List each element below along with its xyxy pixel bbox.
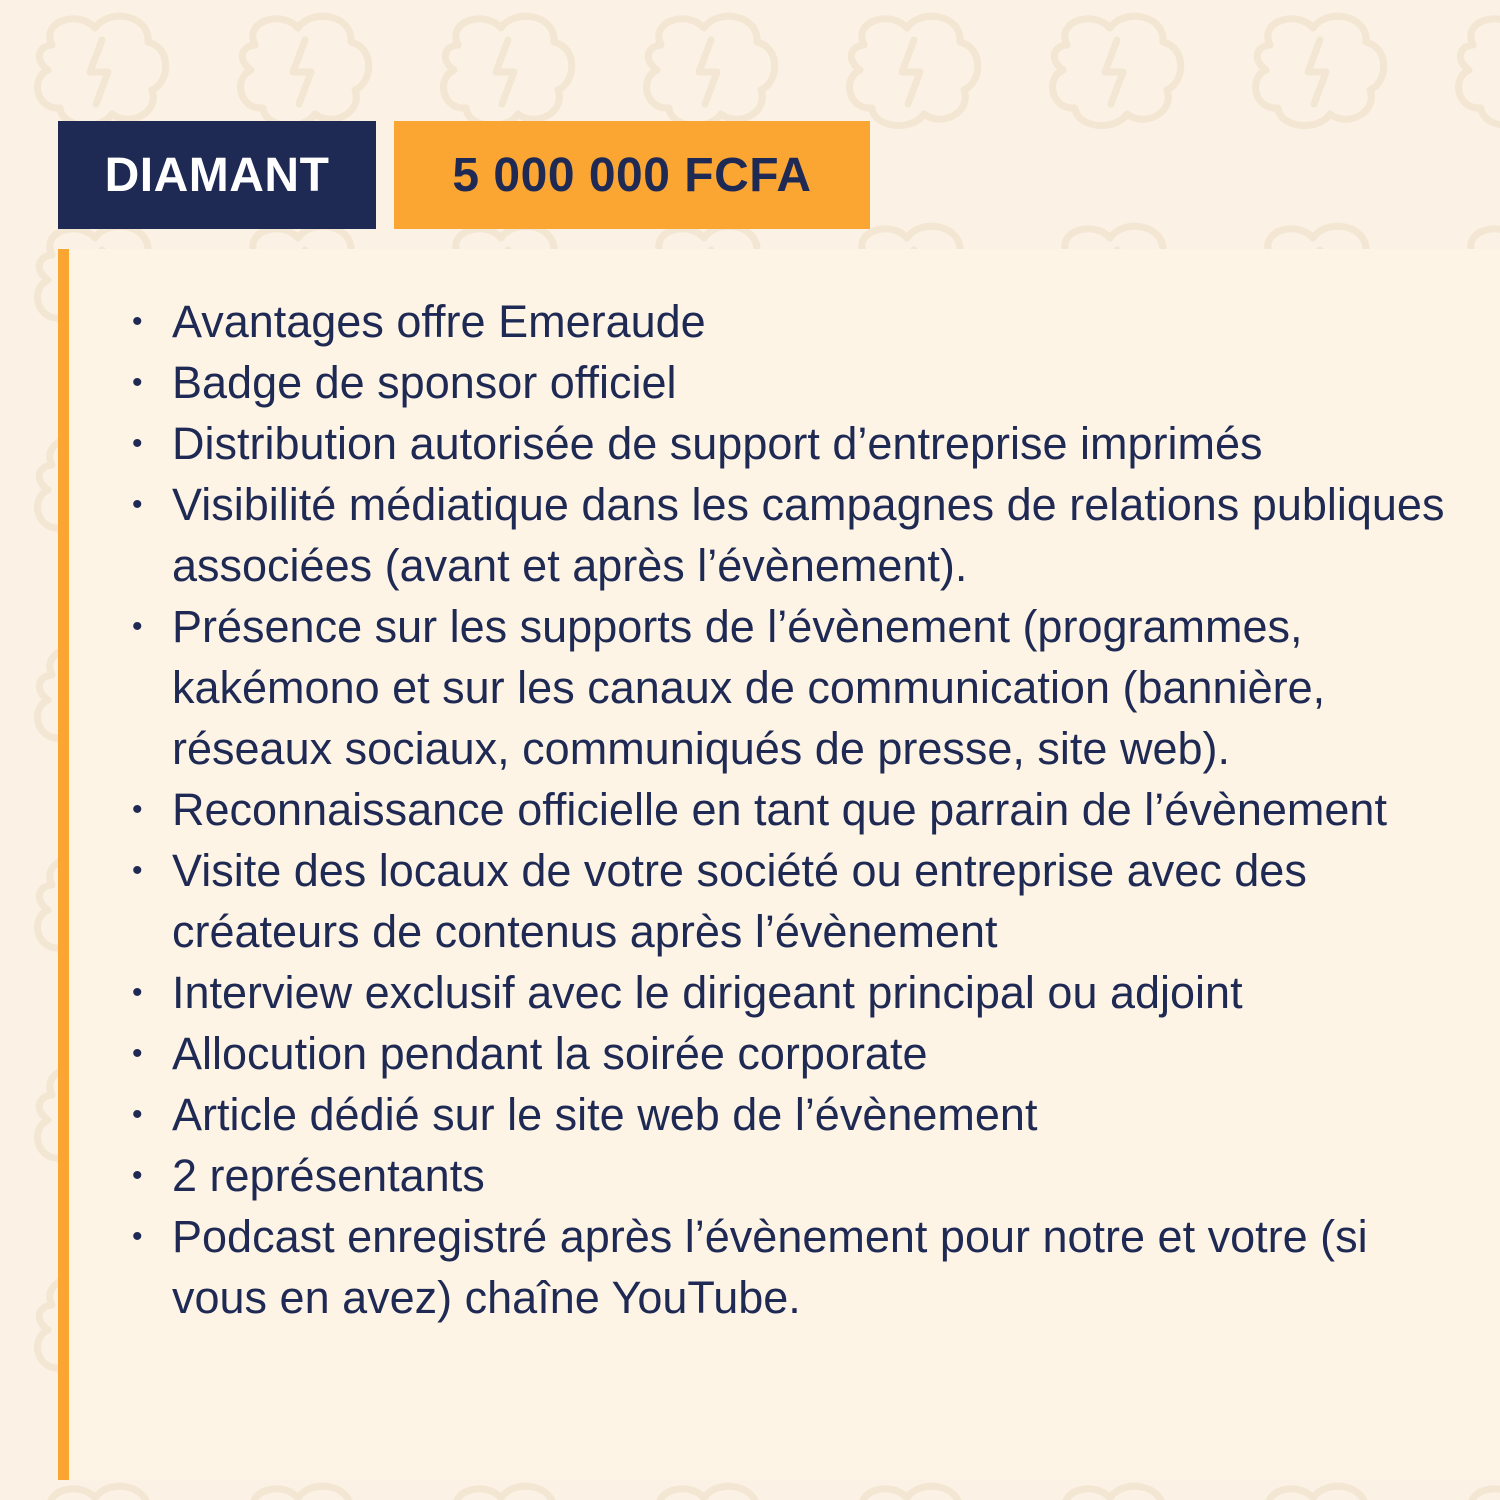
- benefit-text: Visite des locaux de votre société ou entreprise avec des créateurs de contenus après l’évènement: [172, 845, 1307, 957]
- benefit-text: Reconnaissance officielle en tant que parrain de l’évènement: [172, 784, 1387, 835]
- bullet-icon: •: [132, 1159, 143, 1192]
- bullet-icon: •: [132, 1098, 143, 1131]
- bullet-icon: •: [132, 976, 143, 1009]
- tier-name-badge: DIAMANT: [58, 121, 376, 229]
- list-item: [132, 840, 1500, 962]
- bullet-icon: •: [132, 488, 143, 521]
- bullet-icon: •: [132, 1037, 143, 1070]
- list-item: [132, 413, 1500, 474]
- bullet-icon: •: [132, 854, 143, 887]
- bullet-icon: •: [132, 366, 143, 399]
- list-item: [132, 474, 1500, 596]
- list-item: [132, 962, 1500, 1023]
- benefit-text: 2 représentants: [172, 1150, 485, 1201]
- benefits-list: [69, 249, 1500, 1328]
- tier-price-badge: 5 000 000 FCFA: [394, 121, 870, 229]
- benefit-text: Allocution pendant la soirée corporate: [172, 1028, 928, 1079]
- benefit-text: Présence sur les supports de l’évènement (programmes, kakémono et sur les canaux de communication (bannière, réseaux sociaux, communiqués de presse, site web).: [172, 601, 1326, 774]
- list-item: [132, 1145, 1500, 1206]
- benefit-text: Article dédié sur le site web de l’évènement: [172, 1089, 1038, 1140]
- bullet-icon: •: [132, 427, 143, 460]
- benefit-text: Distribution autorisée de support d’entreprise imprimés: [172, 418, 1263, 469]
- tier-header: [58, 121, 870, 229]
- list-item: [132, 779, 1500, 840]
- list-item: [132, 1023, 1500, 1084]
- bullet-icon: •: [132, 610, 143, 643]
- benefit-text: Interview exclusif avec le dirigeant principal ou adjoint: [172, 967, 1243, 1018]
- benefit-text: Badge de sponsor officiel: [172, 357, 677, 408]
- bullet-icon: •: [132, 793, 143, 826]
- bullet-icon: •: [132, 305, 143, 338]
- list-item: [132, 291, 1500, 352]
- list-item: [132, 1206, 1500, 1328]
- benefits-panel: [58, 249, 1500, 1480]
- benefit-text: Visibilité médiatique dans les campagnes de relations publiques associées (avant et après l’évènement).: [172, 479, 1445, 591]
- bullet-icon: •: [132, 1220, 143, 1253]
- list-item: [132, 1084, 1500, 1145]
- benefit-text: Podcast enregistré après l’évènement pour notre et votre (si vous en avez) chaîne YouTube.: [172, 1211, 1368, 1323]
- benefit-text: Avantages offre Emeraude: [172, 296, 706, 347]
- list-item: [132, 596, 1500, 779]
- list-item: [132, 352, 1500, 413]
